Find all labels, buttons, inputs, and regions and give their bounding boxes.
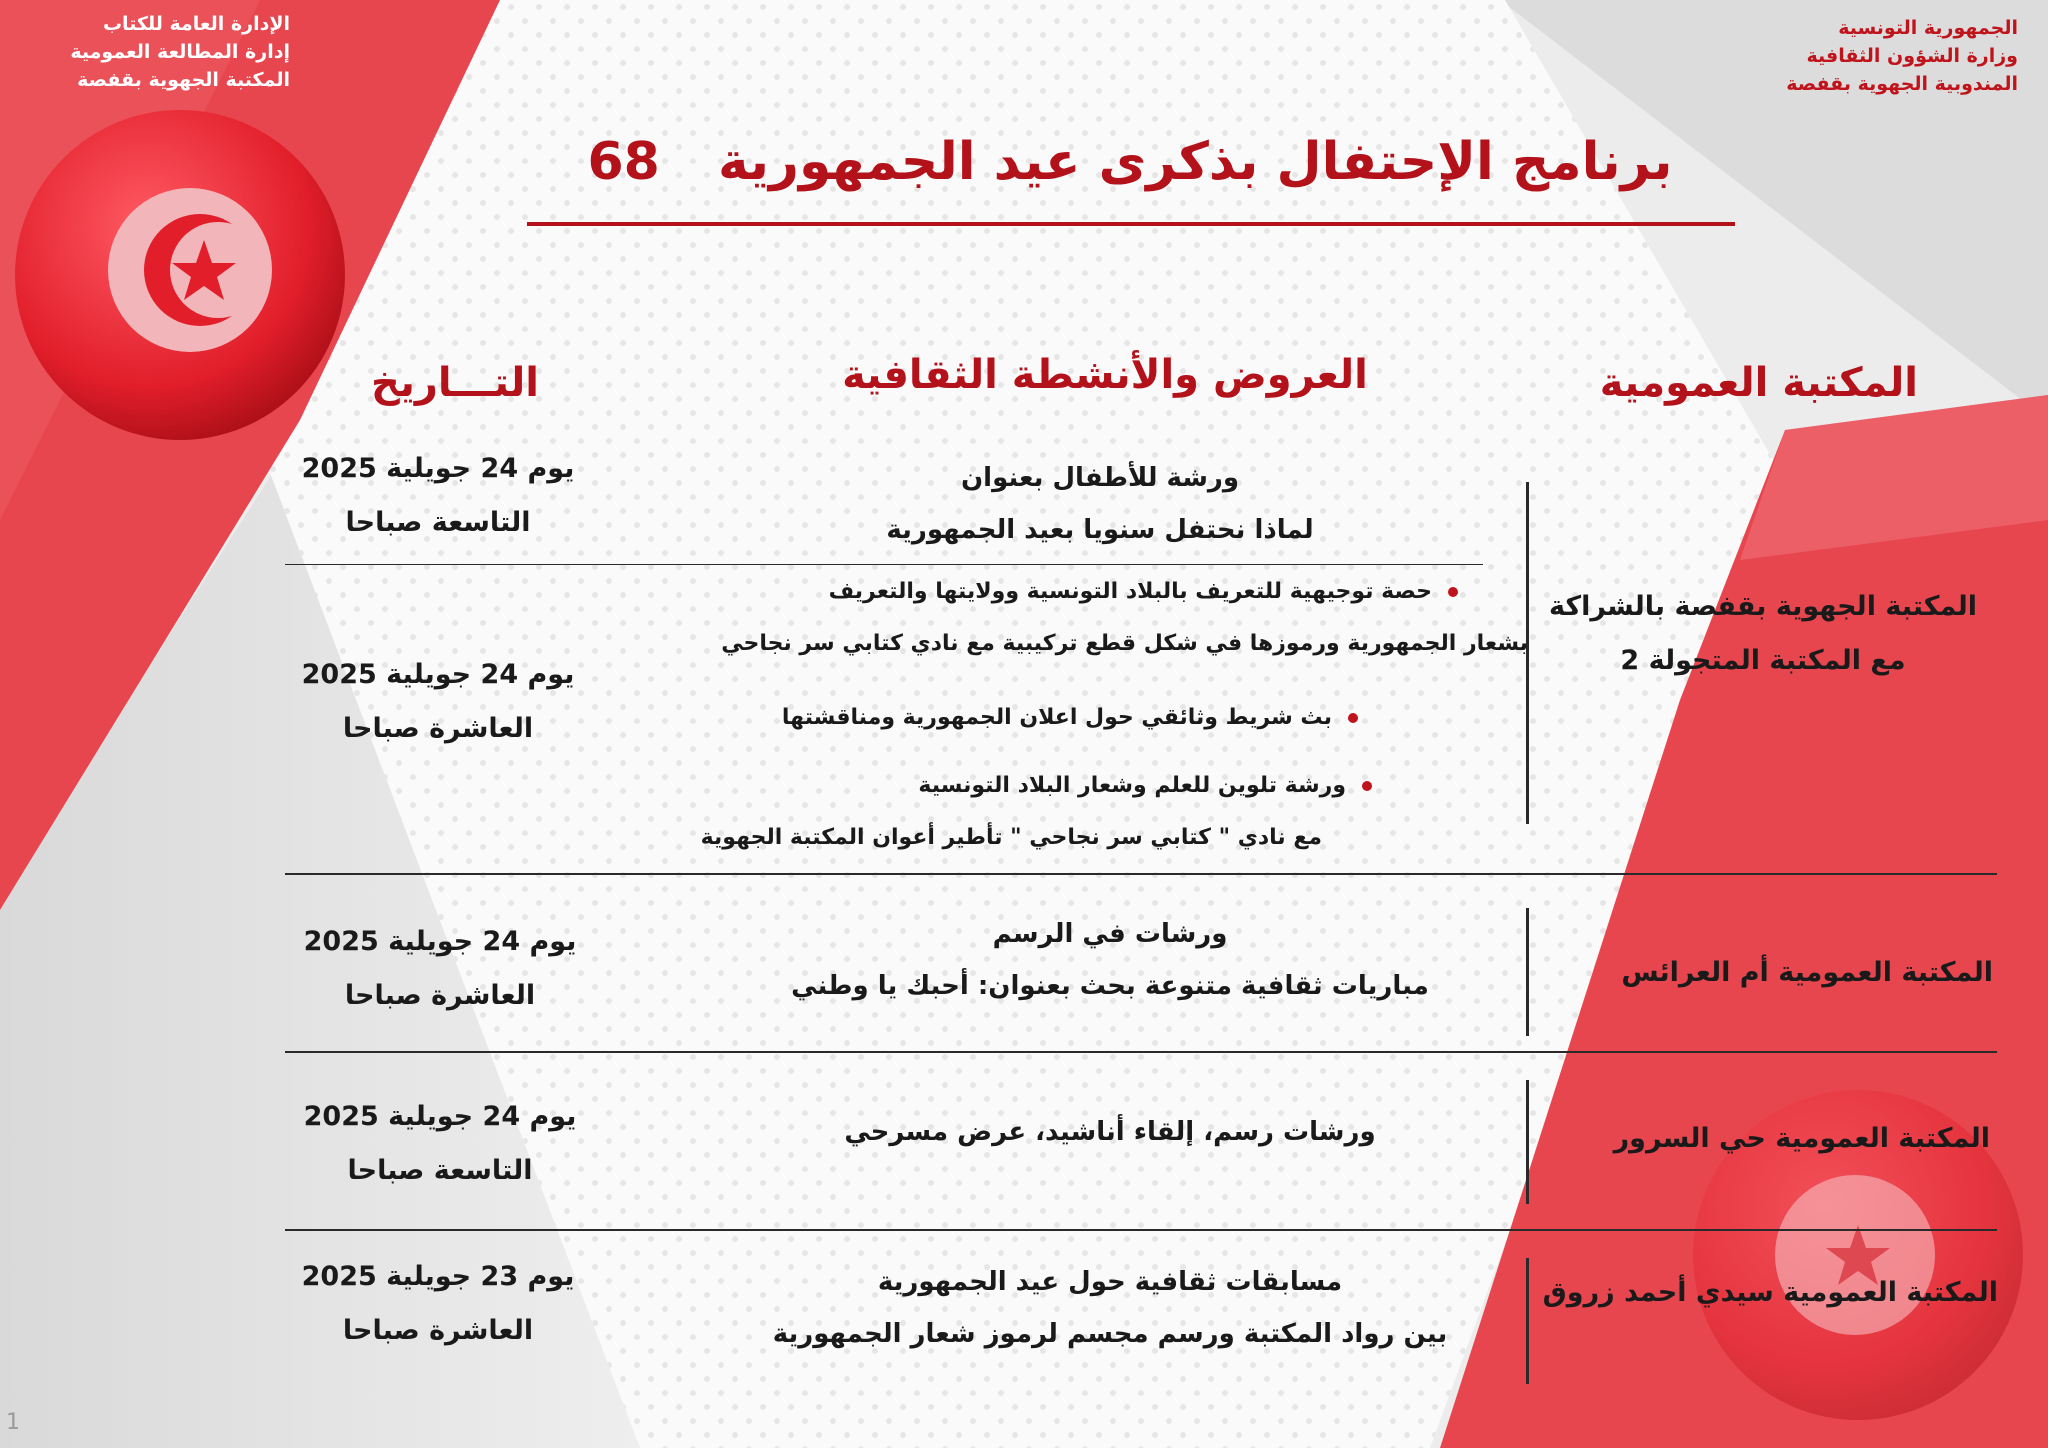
bullet-text: مع نادي " كتابي سر نجاحي " تأطير أعوان المكتبة الجهوية — [700, 825, 1322, 850]
anniversary-number: 68 — [587, 132, 660, 192]
row-activities — [770, 908, 1450, 1012]
page-title — [530, 132, 1730, 192]
row-library: المكتبة العمومية أم العرائس — [1621, 957, 1993, 988]
row-date — [290, 1090, 590, 1198]
activity-line: ورشات رسم، إلقاء أناشيد، عرض مسرحي — [844, 1117, 1376, 1147]
date-line: يوم 24 جويلية 2025 — [303, 1101, 577, 1132]
bullet-text: بث شريط وثائقي حول اعلان الجمهورية ومناقشتها — [781, 705, 1332, 730]
row-activities — [780, 452, 1420, 556]
row-activities — [760, 1256, 1460, 1360]
bullet-icon — [1348, 713, 1358, 723]
date-line: يوم 24 جويلية 2025 — [303, 926, 577, 957]
title-text: برنامج الإحتفال بذكرى عيد الجمهورية — [717, 132, 1673, 192]
row-divider-vertical — [1526, 908, 1529, 1036]
row-activities — [780, 1106, 1440, 1158]
row-separator — [285, 1051, 1997, 1053]
activity-line: مباريات ثقافية متنوعة بحث بعنوان: أحبك يا وطني — [791, 971, 1429, 1001]
row-separator — [285, 1229, 1997, 1231]
header-right — [1658, 14, 2018, 98]
row-date — [288, 648, 588, 756]
time-line: التاسعة صباحا — [345, 507, 531, 538]
bullet-text: حصة توجيهية للتعريف بالبلاد التونسية وولايتها والتعريف — [828, 579, 1432, 604]
activity-line: بين رواد المكتبة ورسم مجسم لرموز شعار الجمهورية — [772, 1319, 1448, 1349]
row-library: المكتبة العمومية سيدي أحمد زروق — [1542, 1277, 1998, 1308]
header-right-line: وزارة الشؤون الثقافية — [1806, 45, 2018, 67]
library-line: مع المكتبة المتجولة 2 — [1620, 645, 1906, 676]
activity-line: مسابقات ثقافية حول عيد الجمهورية — [877, 1267, 1343, 1297]
row-divider-vertical — [1526, 1258, 1529, 1384]
date-line: يوم 24 جويلية 2025 — [301, 659, 575, 690]
header-right-line: الجمهورية التونسية — [1838, 17, 2018, 39]
activity-line: لماذا نحتفل سنويا بعيد الجمهورية — [886, 515, 1314, 545]
row-library — [1513, 580, 2013, 688]
time-line: العاشرة صباحا — [342, 1315, 534, 1346]
row-separator — [285, 873, 1997, 875]
date-line: يوم 23 جويلية 2025 — [301, 1261, 575, 1292]
bullet-text: بشعار الجمهورية ورموزها في شكل قطع تركيبية مع نادي كتابي سر نجاحي — [721, 631, 1528, 656]
column-header-library: المكتبة العمومية — [1599, 360, 1918, 406]
bullet-icon — [1448, 587, 1458, 597]
library-line: المكتبة الجهوية بقفصة بالشراكة — [1549, 591, 1977, 622]
row-date — [288, 442, 588, 550]
row-date — [290, 915, 590, 1023]
activity-line: ورشات في الرسم — [992, 919, 1228, 949]
row-divider-vertical — [1526, 1080, 1529, 1204]
time-line: التاسعة صباحا — [347, 1155, 533, 1186]
bullet-item — [672, 760, 1372, 864]
time-line: العاشرة صباحا — [344, 980, 536, 1011]
header-left-line: الإدارة العامة للكتاب — [102, 13, 290, 35]
row-library: المكتبة العمومية حي السرور — [1613, 1123, 1990, 1154]
header-left — [20, 10, 290, 94]
bullet-item — [658, 692, 1358, 744]
activity-line: ورشة للأطفال بعنوان — [960, 463, 1240, 493]
bullet-item — [721, 566, 1528, 670]
time-line: العاشرة صباحا — [342, 713, 534, 744]
page-number: 1 — [6, 1410, 20, 1435]
date-line: يوم 24 جويلية 2025 — [301, 453, 575, 484]
bullet-icon — [1362, 781, 1372, 791]
column-header-activities: العروض والأنشطة الثقافية — [842, 352, 1368, 398]
header-left-line: المكتبة الجهوية بقفصة — [77, 69, 290, 91]
column-header-date: التـــاريخ — [371, 360, 539, 406]
header-left-line: إدارة المطالعة العمومية — [70, 41, 290, 63]
row-date — [288, 1250, 588, 1358]
row-separator — [285, 564, 1483, 565]
header-right-line: المندوبية الجهوية بقفصة — [1786, 73, 2018, 95]
bullet-text: ورشة تلوين للعلم وشعار البلاد التونسية — [918, 773, 1346, 798]
